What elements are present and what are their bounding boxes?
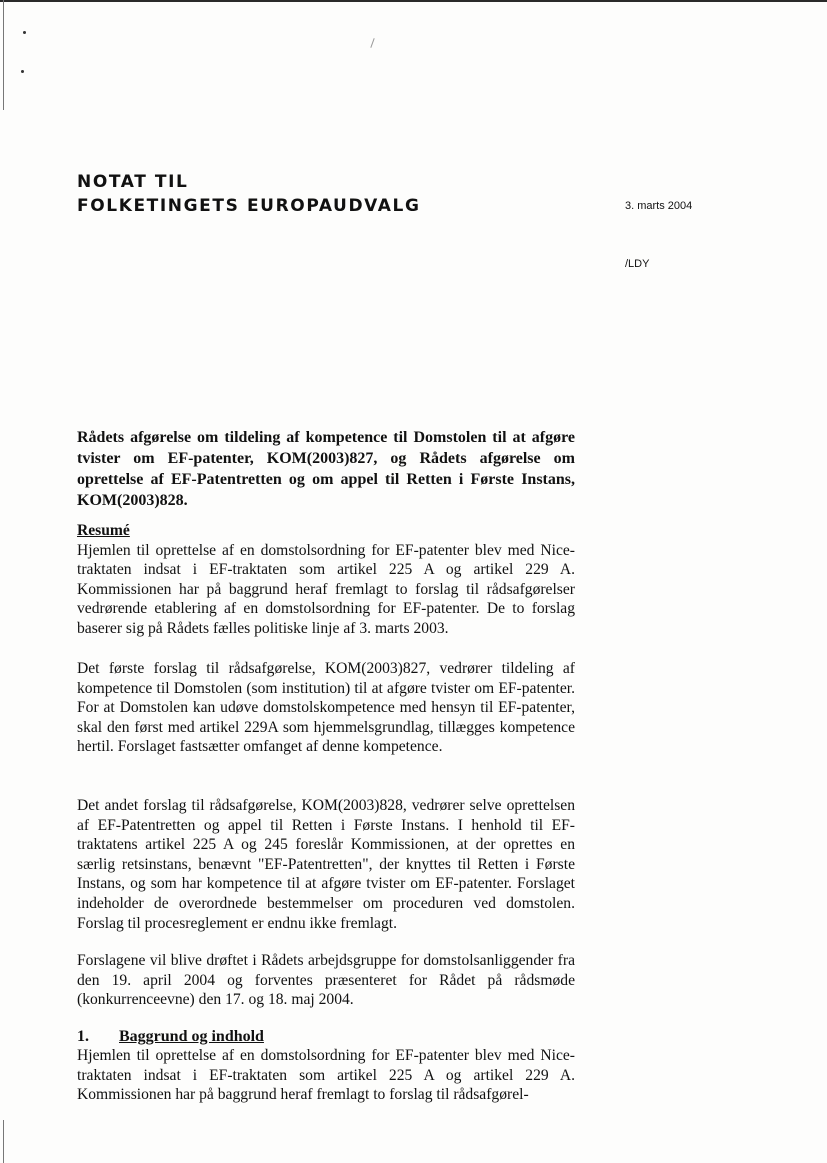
scan-margin-line — [3, 1120, 4, 1163]
memo-reference: /LDY — [625, 258, 650, 270]
scan-speck — [23, 31, 26, 34]
scan-top-border — [0, 0, 827, 2]
section-number: 1. — [77, 1028, 89, 1045]
scan-speck — [21, 70, 24, 73]
scan-margin-line — [3, 0, 4, 110]
section-1-heading — [77, 1027, 264, 1046]
memo-heading — [77, 170, 421, 218]
resume-paragraph-1: Hjemlen til oprettelse af en domstolsordning for EF-patenter blev med Nice-traktaten indsat i EF-traktaten som artikel 225 A og artikel 229 A. Kommissionen har på baggrund heraf fremlagt to forslag til rådsafgørelser vedrørende etablering af en domstolsordning for EF-patenter. De to forslag baserer sig på Rådets fælles politiske linje af 3. marts 2003. — [77, 541, 575, 637]
resume-heading: Resumé — [77, 522, 130, 539]
resume-paragraph-2: Det første forslag til rådsafgørelse, KOM(2003)827, vedrører tildeling af kompetence til Domstolen (som institution) til at afgøre tvister om EF-patenter. For at Domstolen kan udøve domstolskompetence med hensyn til EF-patenter, skal den først med artikel 229A som hjemmelsgrundlag, tillægges kompetence hertil. Forslaget fastsætter omfanget af denne kompetence. — [77, 660, 575, 756]
resume-section — [77, 521, 575, 639]
resume-paragraph-3: Det andet forslag til rådsafgørelse, KOM(2003)828, vedrører selve oprettelsen af EF-Patentretten og appel til Retten i Første Instans. I henhold til EF-traktatens artikel 225 A og 245 foreslår Kommissionen, at der oprettes en særlig retsinstans, benævnt "EF-Patentretten", der knyttes til Retten i Første Instans, og som har kompetence til at afgøre tvister om EF-patenter. Forslaget indeholder de overordnede bestemmelser om proceduren ved domstolen. Forslag til procesreglement er endnu ikke fremlagt. — [77, 797, 575, 932]
scan-mark — [370, 38, 374, 48]
memo-date: 3. marts 2004 — [625, 200, 693, 212]
section-title: Baggrund og indhold — [119, 1028, 264, 1045]
memo-heading-line1: NOTAT TIL — [77, 172, 189, 192]
resume-paragraph-4: Forslagene vil blive drøftet i Rådets arbejdsgruppe for domstolsanliggender fra den 19. april 2004 og forventes præsenteret for Rådet på rådsmøde (konkurrenceevne) den 17. og 18. maj 2004. — [77, 952, 575, 1009]
memo-heading-line2: FOLKETINGETS EUROPAUDVALG — [77, 196, 421, 216]
document-title: Rådets afgørelse om tildeling af kompetence til Domstolen til at afgøre tvister om EF-patenter, KOM(2003)827, og Rådets afgørelse om oprettelse af EF-Patentretten og om appel til Retten i Første Instans, KOM(2003)828. — [77, 429, 575, 509]
section-1-paragraph: Hjemlen til oprettelse af en domstolsordning for EF-patenter blev med Nice-traktaten indsat i EF-traktaten som artikel 225 A og artikel 229 A. Kommissionen har på baggrund heraf fremlagt to forslag til rådsafgørel- — [77, 1047, 575, 1104]
